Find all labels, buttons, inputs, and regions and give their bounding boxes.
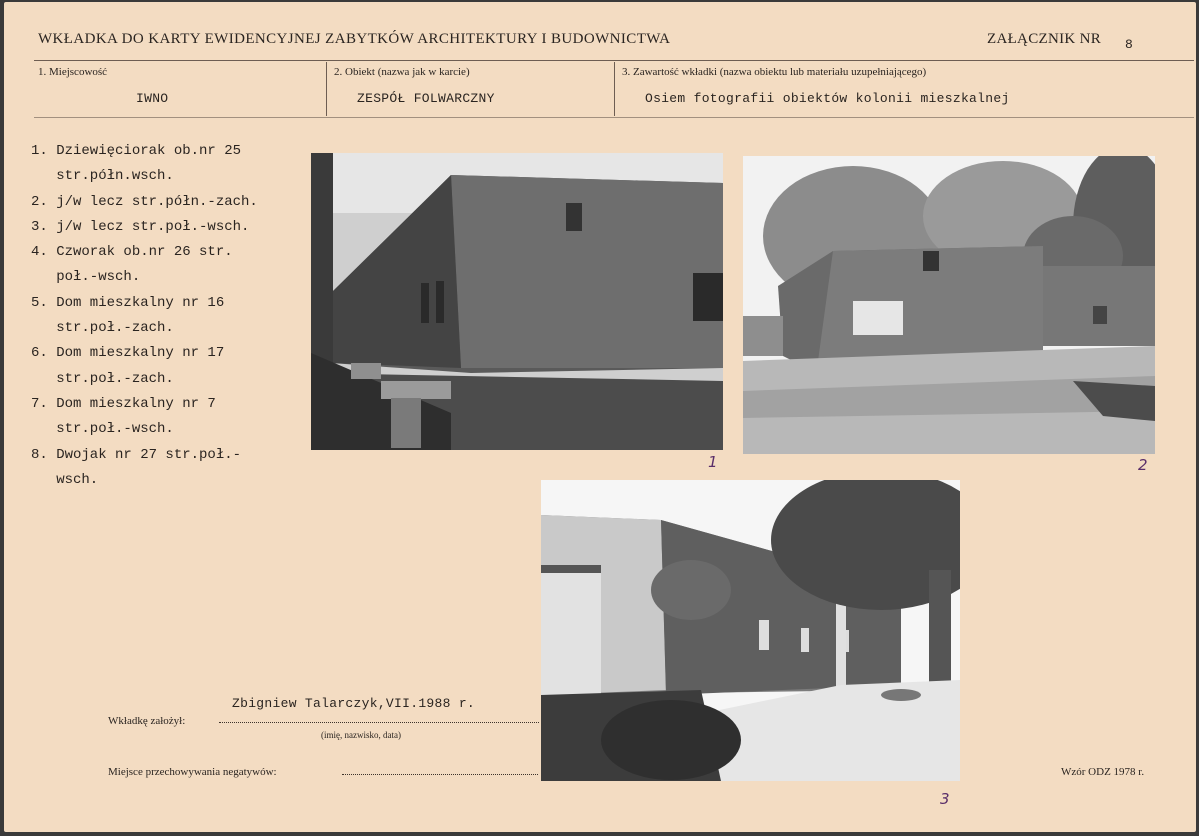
list-item: str.poł.-wsch.: [31, 421, 174, 438]
author-hint: (imię, nazwisko, data): [321, 730, 401, 740]
list-item: 1. Dziewięciorak ob.nr 25: [31, 143, 242, 159]
attachment-label: ZAŁĄCZNIK NR: [987, 31, 1102, 47]
list-item: 2. j/w lecz str.półn.-zach.: [31, 193, 258, 210]
field-divider-2: [614, 62, 615, 116]
object-value: ZESPÓŁ FOLWARCZNY: [357, 91, 495, 106]
header-rule: [34, 60, 1194, 61]
attachment-number: 8: [1125, 37, 1133, 52]
photo-1: [311, 153, 723, 450]
list-item: 3. j/w lecz str.poł.-wsch.: [31, 218, 250, 235]
list-item: 7. Dom mieszkalny nr 7: [31, 395, 216, 412]
content-label: 3. Zawartość wkładki (nazwa obiektu lub materiału uzupełniającego): [622, 66, 927, 78]
locality-value: IWNO: [136, 91, 169, 106]
fields-rule: [34, 117, 1194, 118]
content-value: Osiem fotografii obiektów kolonii mieszkalnej: [645, 91, 1010, 106]
author-label: Wkładkę założył:: [108, 715, 186, 727]
list-item: str.poł.-zach.: [31, 320, 174, 337]
list-item: str.półn.wsch.: [31, 168, 174, 185]
author-value: Zbigniew Talarczyk,VII.1988 r.: [232, 696, 476, 711]
photo-3: [541, 480, 960, 781]
record-sheet: [4, 2, 1196, 832]
list-item: 4. Czworak ob.nr 26 str.: [31, 244, 233, 261]
field-divider-1: [326, 62, 327, 116]
photo-3-number: 3: [940, 790, 950, 808]
list-item: 6. Dom mieszkalny nr 17: [31, 345, 225, 362]
author-dotted-line: [219, 722, 539, 723]
locality-label: 1. Miejscowość: [38, 66, 108, 78]
list-item: str.poł.-zach.: [31, 370, 174, 387]
negatives-dotted-line: [342, 774, 538, 775]
list-item: poł.-wsch.: [31, 269, 141, 286]
form-template-label: Wzór ODZ 1978 r.: [1061, 766, 1145, 778]
photo-1-number: 1: [708, 453, 718, 471]
list-item: wsch.: [31, 471, 99, 488]
list-item: 5. Dom mieszkalny nr 16: [31, 294, 225, 311]
list-item: 8. Dwojak nr 27 str.poł.-: [31, 446, 242, 463]
negatives-label: Miejsce przechowywania negatywów:: [108, 766, 277, 778]
photo-2: [743, 156, 1155, 454]
form-title: WKŁADKA DO KARTY EWIDENCYJNEJ ZABYTKÓW ARCHITEKTURY I BUDOWNICTWA: [38, 31, 671, 47]
photo-caption-list: [31, 139, 258, 493]
object-label: 2. Obiekt (nazwa jak w karcie): [334, 66, 470, 78]
photo-2-number: 2: [1138, 456, 1148, 474]
